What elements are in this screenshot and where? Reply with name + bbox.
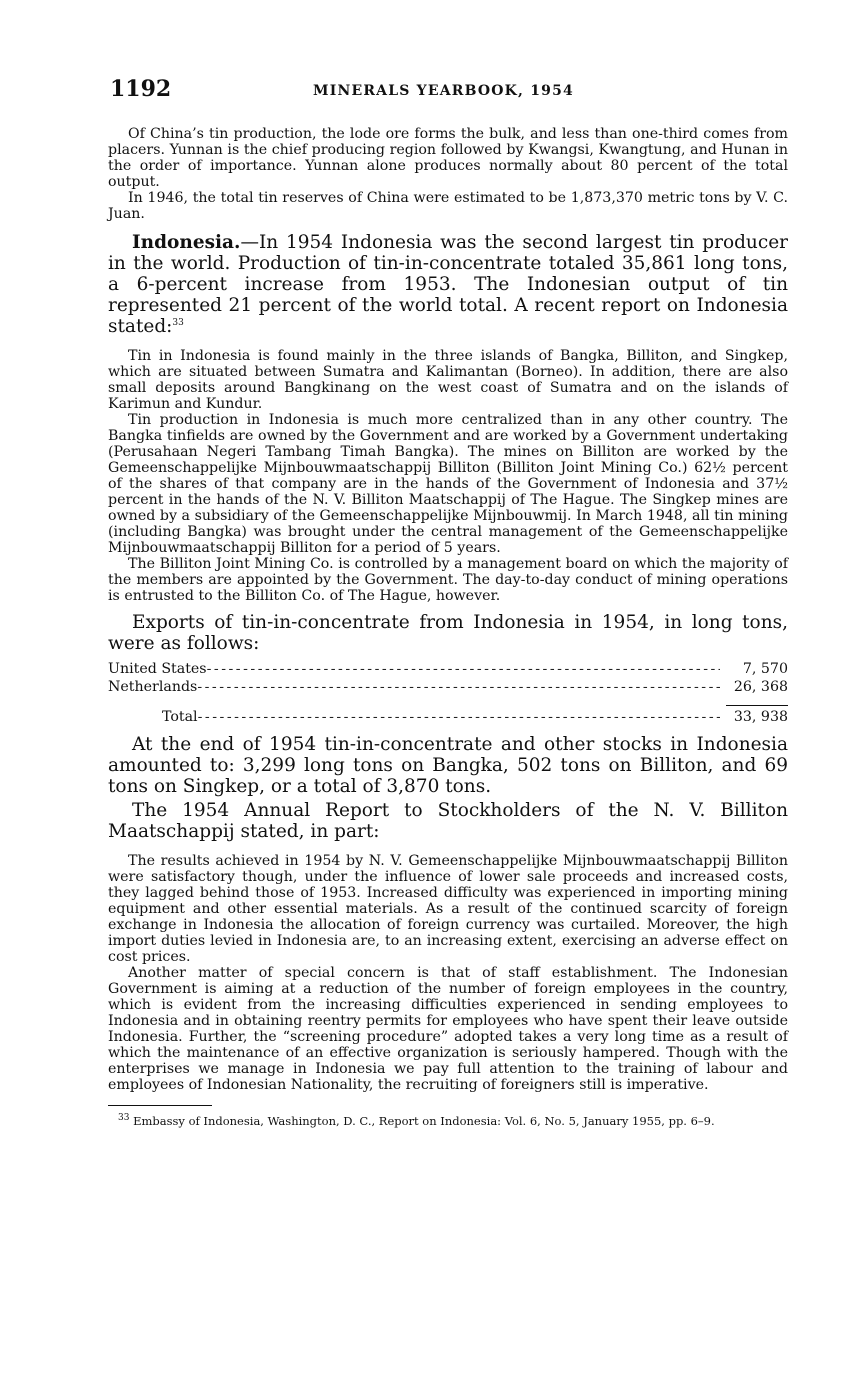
row-label: United States <box>108 661 207 677</box>
footnote-ref: 33 <box>172 317 184 328</box>
page-header <box>108 76 788 108</box>
exports-table <box>108 660 788 726</box>
indonesia-paragraph <box>108 232 788 337</box>
stocks-paragraph: At the end of 1954 tin-in-concentrate and other stocks in Indonesia amounted to: 3,299 long tons on Bangka, 502 tons on Billiton, and 69 tons on Singkep, or a total of 3,870 tons. <box>108 734 788 797</box>
footnote-rule <box>108 1105 212 1106</box>
document-page <box>108 76 788 1128</box>
leader-dots <box>207 660 720 678</box>
row-label: Netherlands <box>108 679 198 695</box>
table-total-row <box>108 708 788 726</box>
china-paragraph-1: Of China’s tin production, the lode ore forms the bulk, and less than one-third comes from placers. Yunnan is the chief producing region followed by Kwangsi, Kwangtung, and Hunan in the order of importance. Yunnan alone produces normally about 80 percent of the total output. <box>108 126 788 190</box>
indonesia-heading: Indonesia. <box>132 232 241 253</box>
leader-dots <box>197 678 720 696</box>
row-value: 7, 570 <box>742 661 788 677</box>
annual-report-quote-2: Another matter of special concern is that of staff establishment. The Indonesian Government is aiming at a reduction of the number of foreign employees in the country, which is evident from the increasing difficulties experienced in sending employees to Indonesia and in obtaining reentry permits for employees who have spent their leave outside Indonesia. Further, the “screening procedure” adopted takes a very long time as a result of which the maintenance of an effective organization is seriously hampered. Though with the enterprises we manage in Indonesia we pay full attention to the training of labour and employees of Indonesian Nationality, the recruiting of foreigners still is imperative. <box>108 965 788 1093</box>
table-row <box>108 660 788 678</box>
leader-dots <box>198 708 720 726</box>
annual-report-intro: The 1954 Annual Report to Stockholders of the N. V. Billiton Maatschappij stated, in part: <box>108 800 788 842</box>
exports-intro: Exports of tin-in-concentrate from Indonesia in 1954, in long tons, were as follows: <box>108 612 788 654</box>
report-quote-paragraph-1: Tin in Indonesia is found mainly in the three islands of Bangka, Billiton, and Singkep, which are situated between Sumatra and Kalimantan (Borneo). In addition, there are also small deposits around Bangkinang on the west coast of Sumatra and on the islands of Karimun and Kundur. <box>108 348 788 412</box>
footnote <box>108 1114 788 1128</box>
footnote-text: Embassy of Indonesia, Washington, D. C., Report on Indonesia: Vol. 6, No. 5, January 1955, pp. 6–9. <box>133 1114 715 1128</box>
total-label: Total <box>162 709 198 725</box>
report-quote-paragraph-2: Tin production in Indonesia is much more centralized than in any other country. The Bangka tinfields are owned by the Government and are worked by a Government undertaking (Perusahaan Negeri Tambang Timah Bangka). The mines on Billiton are worked by the Gemeenschappelijke Mijnbouwmaatschappij Billiton (Billiton Joint Mining Co.) 62½ percent of the shares of that company are in the hands of the Government of Indonesia and 37½ percent in the hands of the N. V. Billiton Maatschappij of The Hague. The Singkep mines are owned by a subsidiary of the Gemeenschappelijke Mijnbouwmij. In March 1948, all tin mining (including Bangka) was brought under the central management of the Gemeenschappelijke Mijnbouwmaatschappij Billiton for a period of 5 years. <box>108 412 788 556</box>
report-quote-paragraph-3: The Billiton Joint Mining Co. is controlled by a management board on which the majority of the members are appointed by the Government. The day-to-day conduct of mining operations is entrusted to the Billiton Co. of The Hague, however. <box>108 556 788 604</box>
total-rule <box>726 705 788 706</box>
annual-report-quote-1: The results achieved in 1954 by N. V. Gemeenschappelijke Mijnbouwmaatschappij Billiton were satisfactory though, under the influence of lower sale proceeds and increased costs, they lagged behind those of 1953. Increased difficulty was experienced in importing mining equipment and other essential materials. As a result of the continued scarcity of foreign exchange in Indonesia the allocation of foreign currency was curtailed. Moreover, the high import duties levied in Indonesia are, to an increasing extent, exercising an adverse effect on cost prices. <box>108 853 788 965</box>
table-row <box>108 678 788 696</box>
indonesia-text: —In 1954 Indonesia was the second largest tin producer in the world. Production of tin-in-concentrate totaled 35,861 long tons, a 6-percent increase from 1953. The Indonesian output of tin represented 21 percent of the world total. A recent report on Indonesia stated: <box>108 232 788 337</box>
china-paragraph-2: In 1946, the total tin reserves of China were estimated to be 1,873,370 metric tons by V. C. Juan. <box>108 190 788 222</box>
page-number: 1192 <box>110 76 172 102</box>
running-title: MINERALS YEARBOOK, 1954 <box>313 83 574 99</box>
footnote-number: 33 <box>118 1113 130 1124</box>
row-value: 26, 368 <box>733 679 788 695</box>
total-value: 33, 938 <box>733 709 788 725</box>
